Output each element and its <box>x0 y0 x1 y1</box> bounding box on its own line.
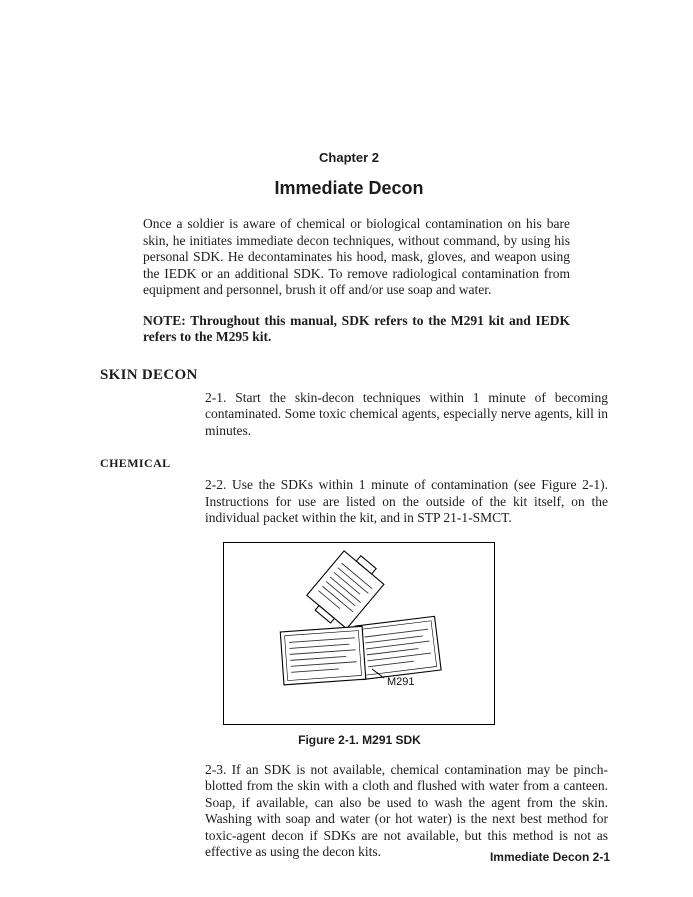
m291-kit-illustration <box>226 545 492 722</box>
page-content <box>100 0 608 861</box>
chapter-label: Chapter 2 <box>319 150 379 165</box>
page-footer: Immediate Decon 2-1 <box>489 850 610 864</box>
figure-label: M291 <box>387 675 415 688</box>
paragraph-2-2: 2-2. Use the SDKs within 1 minute of contamination (see Figure 2-1). Instructions for use are listed on the outside of the kit itself, on the individual packet within the kit, and in STP 21-1-SMCT. <box>205 477 608 525</box>
paragraph-2-1: 2-1. Start the skin-decon techniques within 1 minute of becoming contaminated. Some toxic chemical agents, especially nerve agents, kill in minutes. <box>205 389 608 438</box>
intro-paragraph: Once a soldier is aware of chemical or biological contamination on his bare skin, he initiates immediate decon techniques, without command, by using his personal SDK. He decontaminates his hood, mask, gloves, and weapon using the IEDK or an additional SDK. To remove radiological contamination from equipment and personnel, brush it off and/or use soap and water. <box>143 216 570 297</box>
paragraph-2-3: 2-3. If an SDK is not available, chemical contamination may be pinch-blotted from the skin with a cloth and flushed with water from a canteen. Soap, if available, can also be used to wash the agent from the skin. Washing with soap and water (or hot water) is the next best method for toxic-agent decon if SDKs are not available, but this method is not as effective as using the decon kits. <box>205 761 608 859</box>
note-paragraph: NOTE: Throughout this manual, SDK refers to the M291 kit and IEDK refers to the M295 kit. <box>143 312 570 344</box>
chemical-heading: CHEMICAL <box>100 456 171 470</box>
skin-decon-heading: SKIN DECON <box>100 366 198 383</box>
page-title: Immediate Decon <box>274 178 424 198</box>
figure-box <box>223 542 495 725</box>
figure-caption: Figure 2-1. M291 SDK <box>298 732 421 747</box>
